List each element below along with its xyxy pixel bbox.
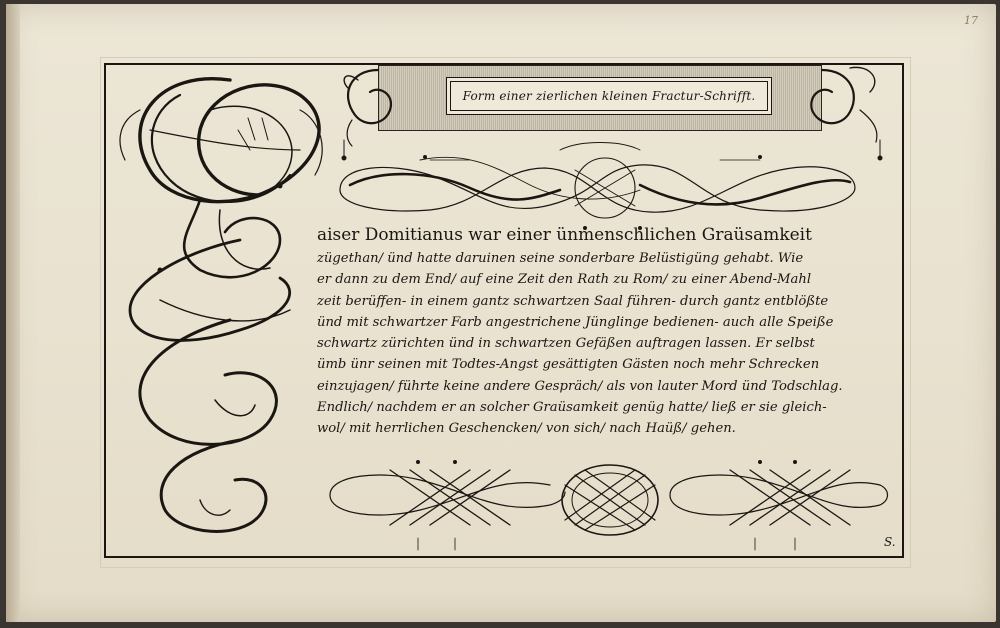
plate-title: Form einer zierlichen kleinen Fractur-Schrifft.: [462, 89, 756, 103]
text-line: einzujagen/ führte keine andere Gespräch/ als von lauter Mord ünd Todschlag.: [317, 378, 843, 394]
cartouche-left-icon: [342, 70, 391, 160]
text-line: schwartz zürichten ünd in schwartzen Gefäßen auftragen lassen. Er selbst: [317, 336, 815, 352]
text-line: wol/ mit herrlichen Geschencken/ von sich/ nach Haüß/ gehen.: [317, 421, 736, 437]
text-line: Endlich/ nachdem er an solcher Graüsamkeit genüg hatte/ ließ er sie gleich-: [317, 400, 827, 416]
bottom-knot-flourish-icon: [330, 461, 888, 551]
text-line: zeit berüffen- in einem gantz schwartzen Saal führen- durch gantz entblößte: [317, 293, 829, 309]
text-line: er dann zu dem End/ auf eine Zeit den Rath zu Rom/ zu einer Abend-Mahl: [317, 272, 812, 288]
text-line: ümb ünr seinen mit Todtes-Angst gesättigten Gästen noch mehr Schrecken: [317, 357, 820, 373]
engraver-signature: S.: [884, 535, 896, 549]
cartouche-right-icon: [811, 67, 882, 160]
page-number: 17: [964, 14, 978, 27]
body-text: [317, 222, 897, 440]
top-knot-flourish-icon: [340, 143, 855, 230]
text-line: ünd mit schwartzer Farb angestrichene Jünglinge bedienen- auch alle Speiße: [317, 314, 834, 330]
text-line: aiser Domitianus war einer ünmenschlichen Graüsamkeit: [317, 225, 812, 245]
text-line: zügethan/ ünd hatte daruinen seine sonderbare Belüstigüng gehabt. Wie: [317, 251, 804, 266]
initial-d-flourish-icon: [120, 79, 322, 532]
